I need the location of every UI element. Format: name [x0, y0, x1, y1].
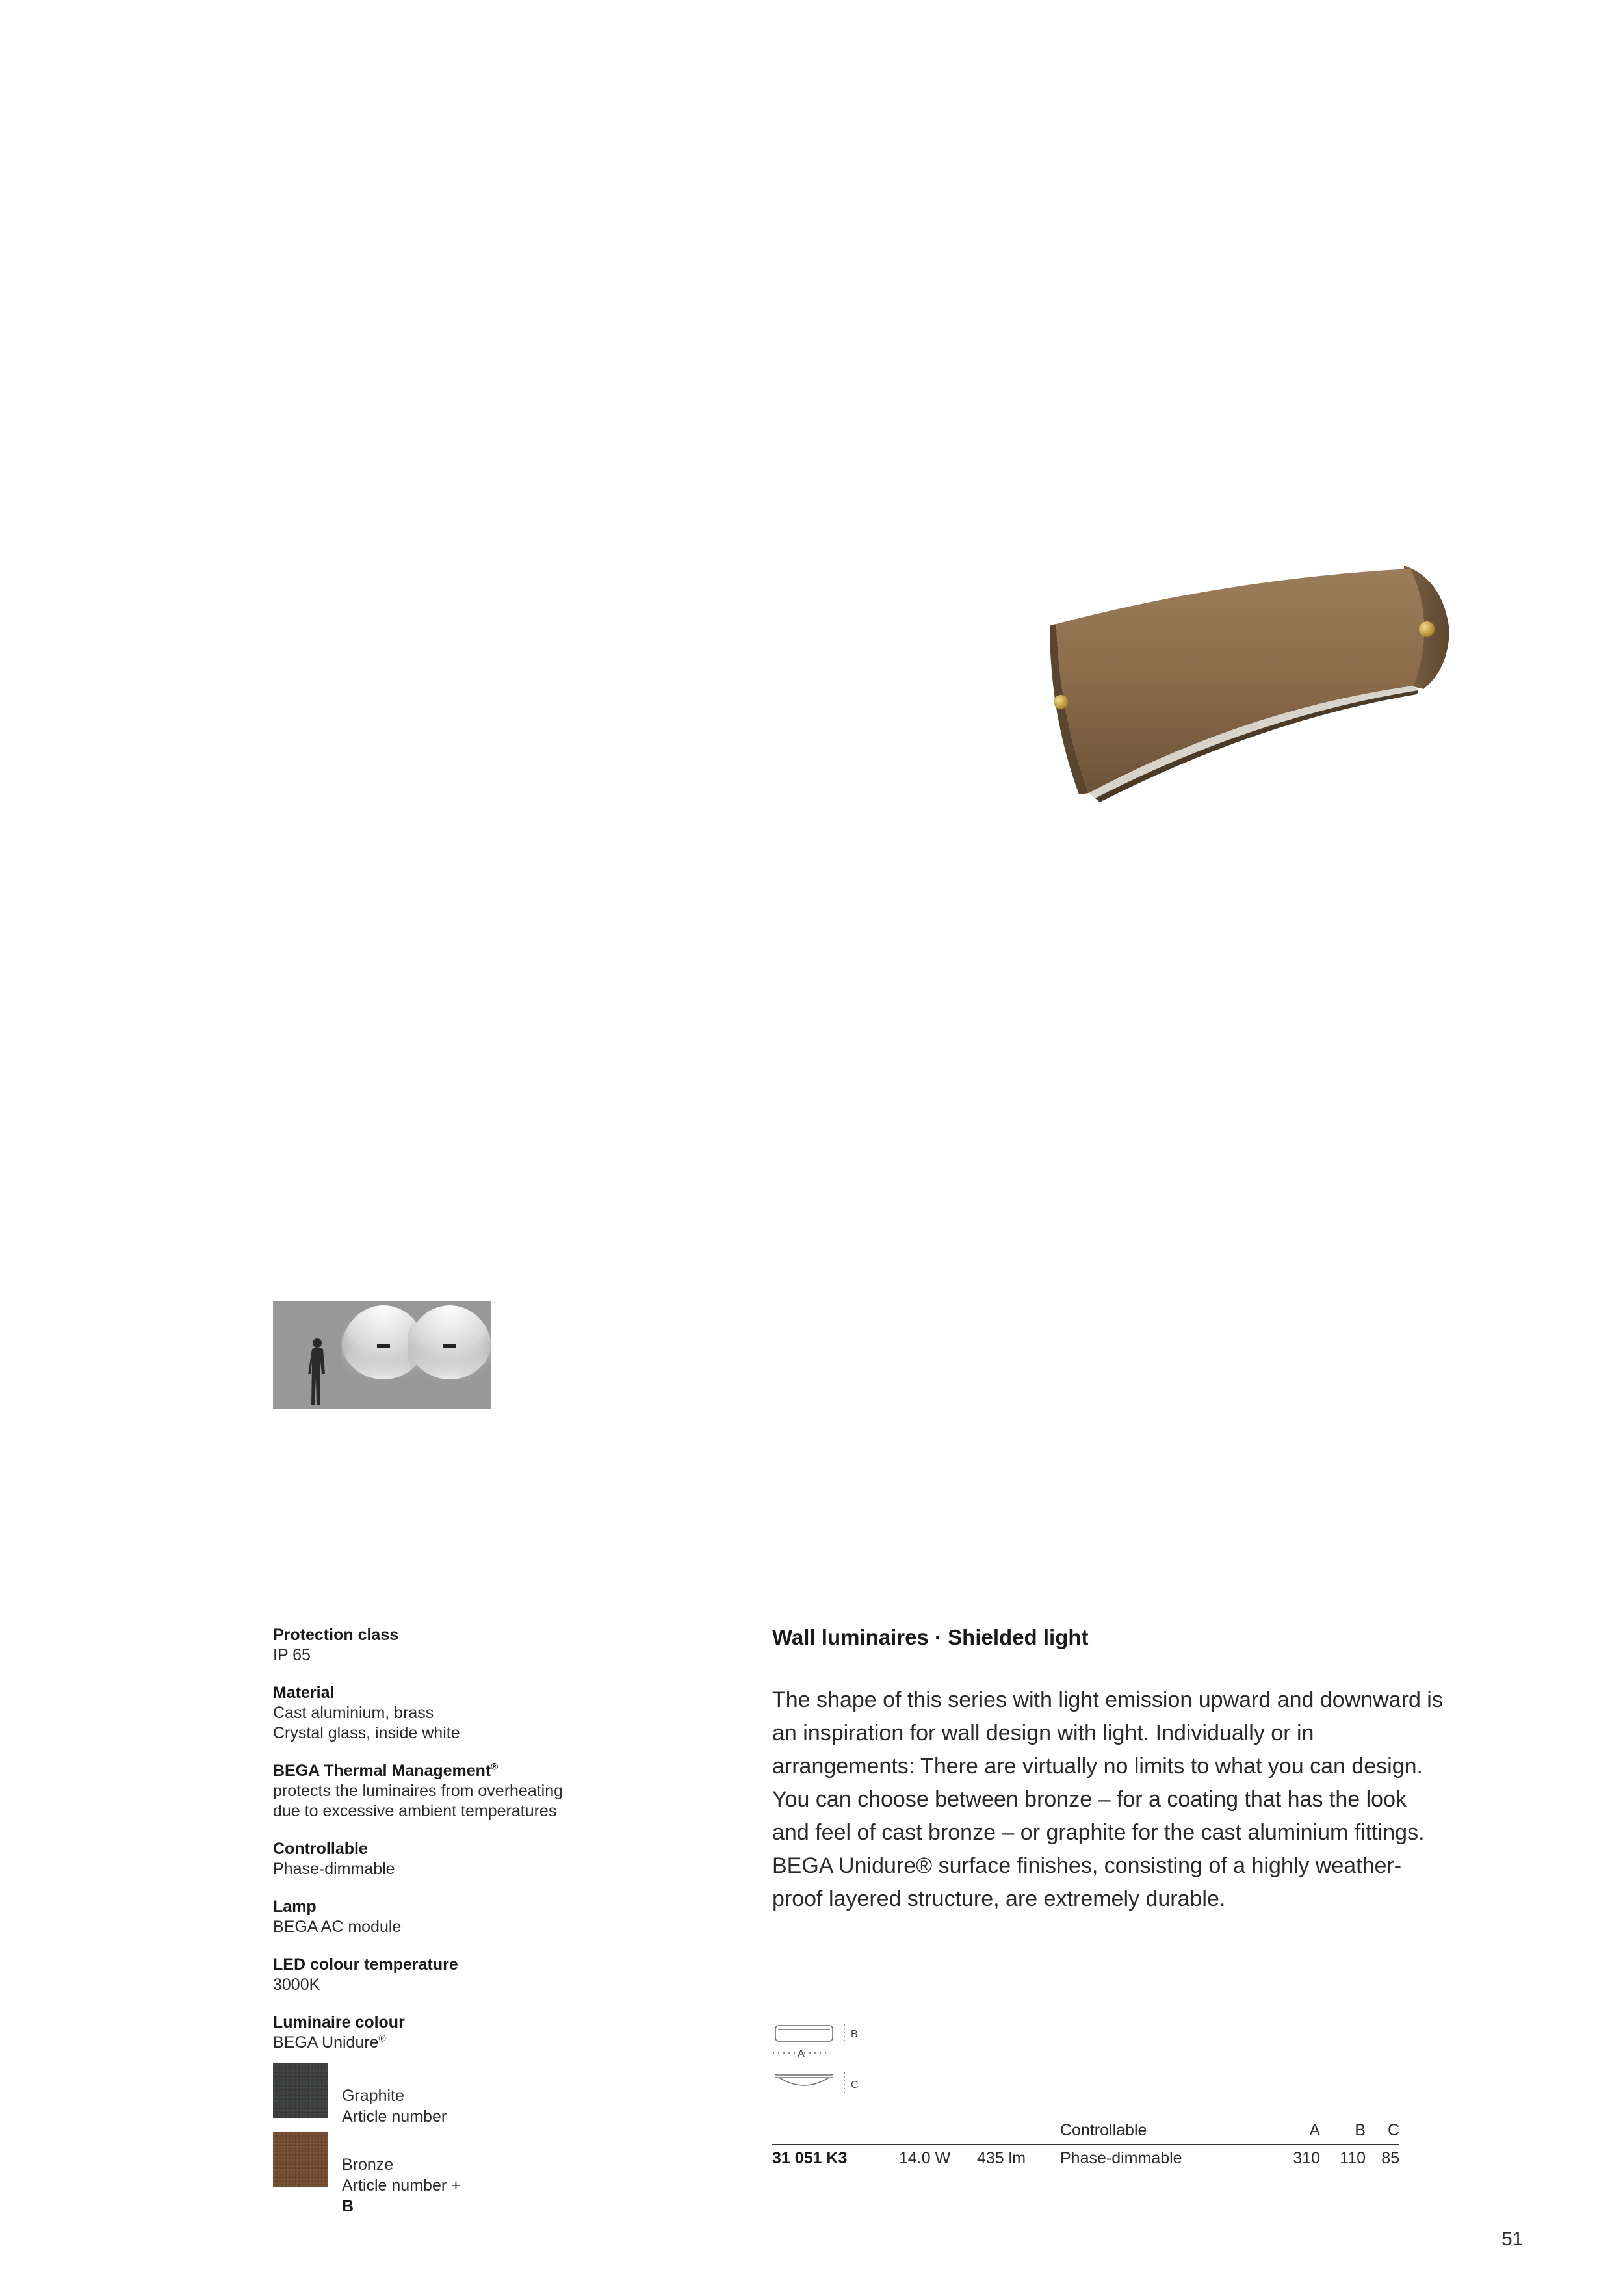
spec-value: BEGA AC module	[273, 1918, 402, 1936]
article-suffix: B	[342, 2197, 354, 2215]
product-image	[1014, 553, 1482, 813]
spec-lamp	[273, 1897, 637, 1937]
column-header: Controllable	[1060, 2120, 1275, 2145]
spec-label-text: BEGA Thermal Management	[273, 1762, 491, 1780]
table-header-row	[772, 2120, 1399, 2145]
bronze-swatch	[273, 2132, 328, 2187]
dimension-b: 110	[1340, 2148, 1366, 2167]
colour-article: Article number	[342, 2107, 447, 2126]
spec-label	[273, 1761, 637, 1781]
dimension-c-label: C	[851, 2080, 859, 2091]
spec-value	[273, 2033, 637, 2053]
spec-material	[273, 1683, 637, 1743]
dimension-b-label: B	[851, 2029, 858, 2040]
dimension-a: 310	[1293, 2148, 1320, 2167]
spec-label: Protection class	[273, 1626, 399, 1644]
description-paragraph: The shape of this series with light emission upward and downward is an inspiration for wall design with light. Individually or in arrangements: There are virtually no limits to what you can design. You can choose between bronze – for a coating that has the look and feel of cast bronze – or graphite for the cast aluminium fittings.	[772, 1688, 1443, 1845]
light-distribution-illustration	[273, 1301, 491, 1409]
spec-thermal-management	[273, 1761, 637, 1821]
luminous-flux: 435 lm	[977, 2148, 1026, 2167]
page-number: 51	[1501, 2228, 1524, 2250]
spec-value: 3000K	[273, 1976, 320, 1994]
colour-article: Article number + B	[342, 2176, 461, 2215]
dimension-drawing	[770, 2020, 861, 2105]
registered-mark: ®	[491, 1761, 499, 1773]
variants-table	[772, 2120, 1399, 2168]
registered-mark: ®	[378, 2033, 386, 2044]
colour-option-graphite	[273, 2063, 637, 2126]
spec-value-text: BEGA Unidure	[273, 2033, 379, 2052]
colour-name: Bronze	[342, 2156, 394, 2174]
spec-label: Lamp	[273, 1898, 317, 1916]
controllable: Phase-dimmable	[1060, 2148, 1182, 2167]
page-title: Wall luminaires · Shielded light	[772, 1625, 1089, 1649]
column-header: C	[1366, 2120, 1399, 2145]
colour-name: Graphite	[342, 2087, 404, 2105]
spec-luminaire-colour	[273, 2013, 637, 2053]
description	[772, 1684, 1448, 1916]
spec-value: Phase-dimmable	[273, 1860, 395, 1878]
spec-label: LED colour temperature	[273, 1955, 458, 1974]
spec-label: Luminaire colour	[273, 2013, 405, 2031]
dimension-a-label: A	[798, 2048, 805, 2059]
colour-option-bronze	[273, 2132, 637, 2215]
spec-value: Cast aluminium, brass	[273, 1704, 434, 1722]
column-header: B	[1320, 2120, 1366, 2145]
article-number: 31 051 K3	[772, 2148, 848, 2167]
spec-value: IP 65	[273, 1646, 311, 1664]
graphite-swatch	[273, 2063, 328, 2118]
spec-value: protects the luminaires from overheating	[273, 1782, 564, 1800]
power: 14.0 W	[899, 2148, 951, 2167]
column-header: A	[1275, 2120, 1320, 2145]
spec-label: Material	[273, 1684, 335, 1702]
dimension-c: 85	[1381, 2148, 1399, 2167]
spec-controllable	[273, 1839, 637, 1879]
spec-protection-class	[273, 1625, 637, 1665]
spec-label: Controllable	[273, 1840, 368, 1858]
description-paragraph: BEGA Unidure® surface finishes, consisting of a highly weather-proof layered structure, are extremely durable.	[772, 1853, 1402, 1911]
specifications	[273, 1625, 637, 2215]
spec-value: Crystal glass, inside white	[273, 1724, 460, 1742]
table-row	[772, 2145, 1399, 2169]
spec-value: due to excessive ambient temperatures	[273, 1802, 557, 1820]
spec-led-colour-temperature	[273, 1955, 637, 1995]
